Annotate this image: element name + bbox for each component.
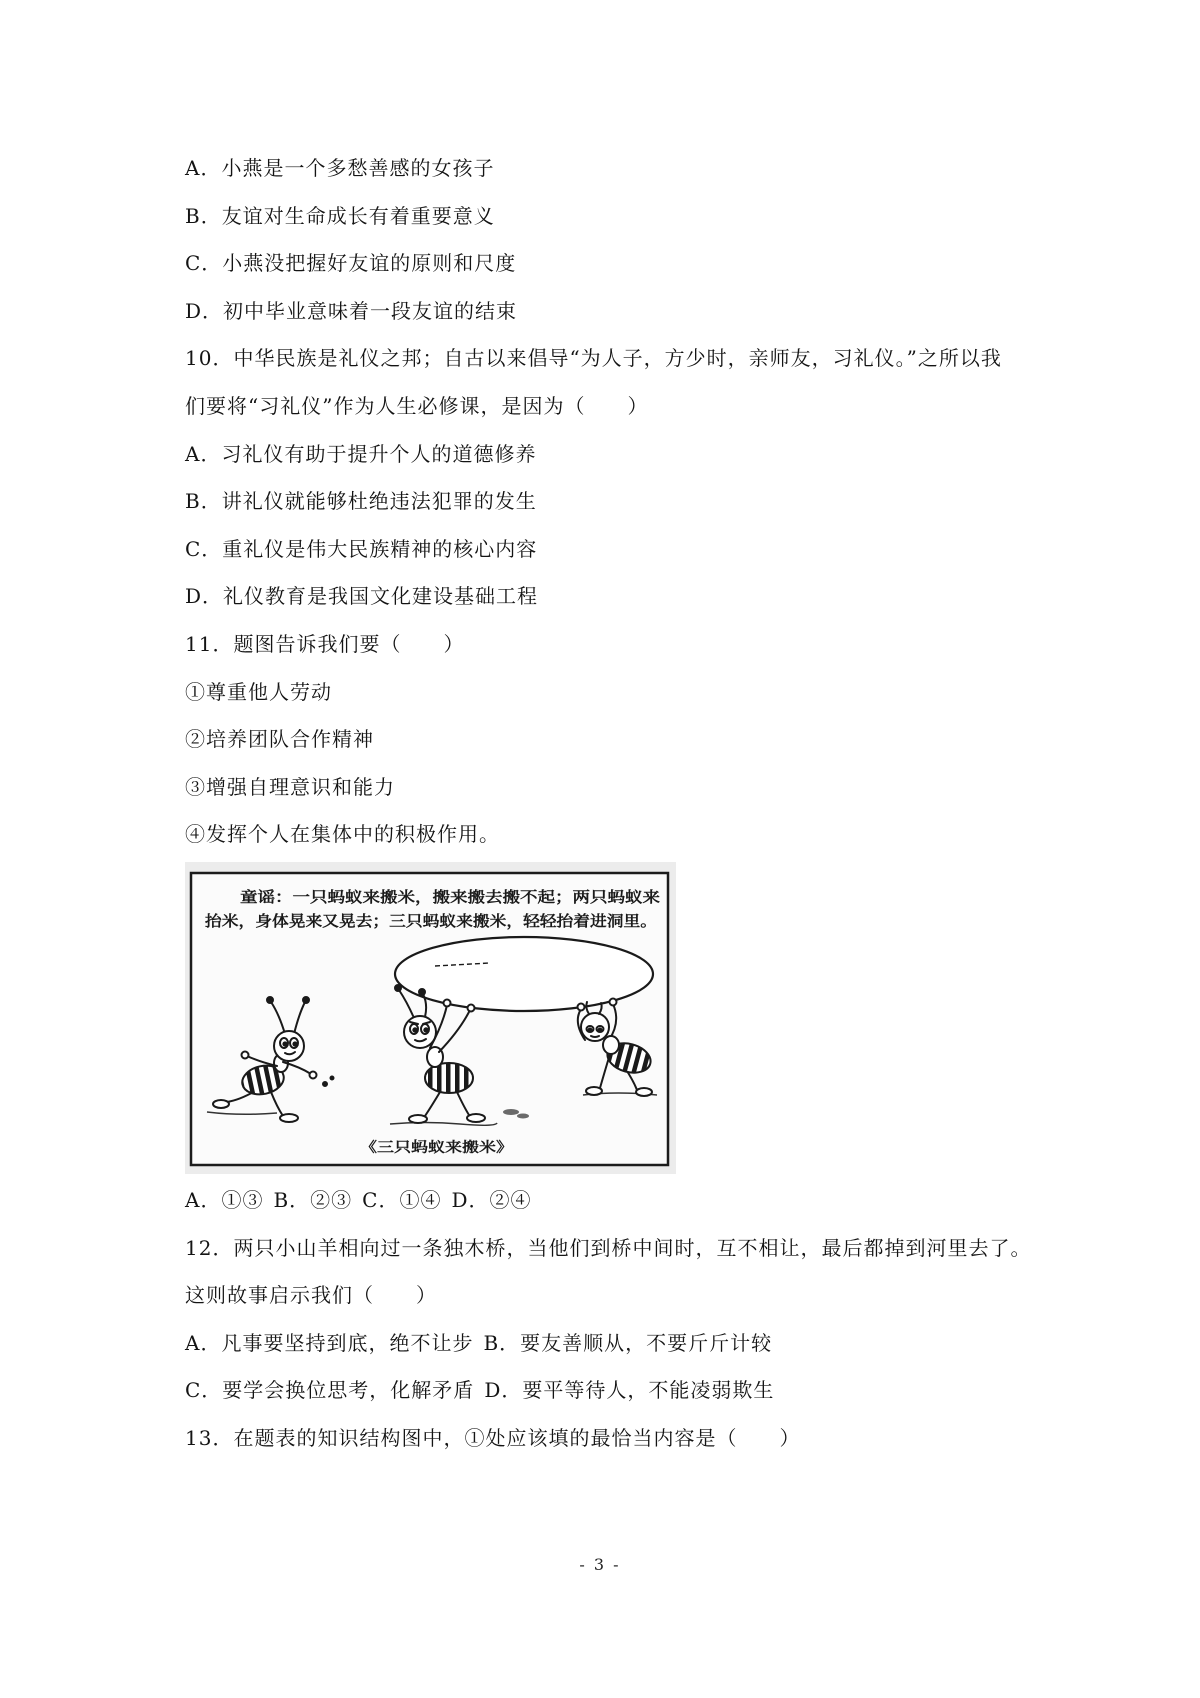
q9-option-b: B．友谊对生命成长有着重要意义 (185, 203, 495, 228)
q12-stem-line-1: 12．两只小山羊相向过一条独木桥，当他们到桥中间时，互不相让，最后都掉到河里去了。 (185, 1235, 1032, 1260)
q12-option-c: C．要学会换位思考，化解矛盾 (185, 1378, 475, 1403)
q11-option-d: D．②④ (451, 1187, 532, 1212)
q11-statement-4: ④发挥个人在集体中的积极作用。 (185, 822, 500, 847)
q10-stem-line-2: 们要将“习礼仪”作为人生必修课，是因为（ ） (185, 393, 649, 418)
q9-option-c: C．小燕没把握好友谊的原则和尺度 (185, 251, 517, 276)
exam-page-content (185, 145, 1085, 1462)
q12-options-line-1 (185, 1320, 1085, 1368)
q10-option-d: D．礼仪教育是我国文化建设基础工程 (185, 584, 539, 609)
rhyme-line-1: 童谣：一只蚂蚁来搬米，搬来搬去搬不起；两只蚂蚁来 (240, 887, 601, 906)
ant-cartoon (185, 862, 676, 1174)
q11-option-c: C．①④ (362, 1187, 442, 1212)
q11-figure (185, 859, 1085, 1177)
q10-option-a: A．习礼仪有助于提升个人的道德修养 (185, 441, 537, 466)
q11-statement-2: ②培养团队合作精神 (185, 727, 374, 752)
q12-options-line-2 (185, 1367, 1085, 1415)
q12-option-b: B．要友善顺从，不要斤斤计较 (483, 1330, 773, 1355)
cartoon-caption: 《三只蚂蚁来搬米》 (360, 1139, 486, 1156)
q9-option-d: D．初中毕业意味着一段友谊的结束 (185, 298, 518, 323)
q12-stem-line-2: 这则故事启示我们（ ） (185, 1283, 437, 1308)
rhyme-line-2: 抬米，身体晃来又晃去；三只蚂蚁来搬米，轻轻抬着进洞里。 (205, 911, 611, 930)
q11-options-line (185, 1177, 1085, 1225)
pebble (517, 1113, 529, 1118)
pebble (503, 1109, 519, 1115)
q11-statement-1: ①尊重他人劳动 (185, 679, 332, 704)
q12-option-a: A．凡事要坚持到底，绝不让步 (185, 1330, 474, 1355)
q13-stem: 13．在题表的知识结构图中，①处应该填的最恰当内容是（ ） (185, 1425, 801, 1450)
q12-option-d: D．要平等待人，不能凌弱欺生 (484, 1378, 775, 1403)
q10-stem-line-1: 10．中华民族是礼仪之邦；自古以来倡导“为人子，方少时，亲师友，习礼仪。”之所以我 (185, 346, 1002, 371)
page-number: - 3 - (579, 1555, 621, 1574)
q10-option-c: C．重礼仪是伟大民族精神的核心内容 (185, 536, 538, 561)
q10-option-b: B．讲礼仪就能够杜绝违法犯罪的发生 (185, 489, 537, 514)
q11-stem: 11．题图告诉我们要（ ） (185, 631, 465, 656)
q11-option-a: A．①③ (185, 1187, 264, 1212)
q11-statement-3: ③增强自理意识和能力 (185, 774, 395, 799)
q9-option-a: A．小燕是一个多愁善感的女孩子 (185, 156, 495, 180)
q11-option-b: B．②③ (273, 1187, 353, 1212)
